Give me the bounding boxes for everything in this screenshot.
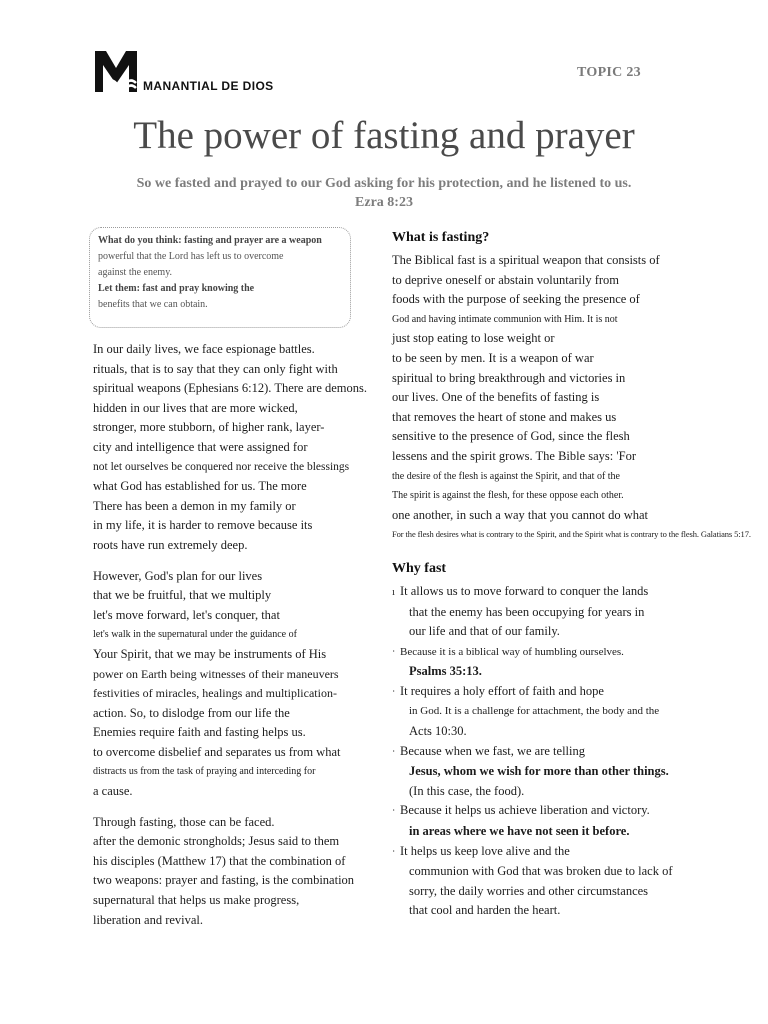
- list-item-cont: Jesus, whom we wish for more than other things.: [409, 764, 669, 779]
- text-line: action. So, to dislodge from our life the: [93, 705, 290, 720]
- text-line: stronger, more stubborn, of higher rank, layer-: [93, 420, 325, 435]
- left-column: [93, 340, 369, 930]
- text-line: to be seen by men. It is a weapon of war: [392, 350, 594, 365]
- why-fast-list: [392, 582, 768, 921]
- text-line: power on Earth being witnesses of their maneuvers: [93, 666, 339, 681]
- brand-logo: [92, 48, 292, 96]
- list-item: ᐧ It requires a holy effort of faith and hope: [392, 682, 768, 703]
- bullet-marker-icon: ı: [392, 585, 396, 598]
- list-item: ı It allows us to move forward to conquer the lands: [392, 582, 768, 603]
- text-line: distracts us from the task of praying and interceding for: [93, 766, 316, 778]
- section-heading-what-is-fasting: What is fasting?: [392, 230, 490, 245]
- callout-line: Let them: fast and pray knowing the: [98, 283, 255, 294]
- list-item-cont: Acts 10:30.: [409, 724, 467, 739]
- what-is-fasting-text: [392, 251, 768, 545]
- text-line: hidden in our lives that are more wicked,: [93, 400, 298, 415]
- text-line: two weapons: prayer and fasting, is the combination: [93, 873, 355, 888]
- text-line: There has been a demon in my family or: [93, 498, 296, 513]
- text-line: his disciples (Matthew 17) that the combination of: [93, 853, 346, 868]
- bullet-marker-icon: ᐧ: [392, 685, 395, 698]
- text-line: our lives. One of the benefits of fasting is: [392, 390, 600, 405]
- bullet-marker-icon: ᐧ: [392, 845, 395, 858]
- paragraph-2: [93, 567, 369, 802]
- text-line: sensitive to the presence of God, since the flesh: [392, 429, 630, 444]
- text-line: a cause.: [93, 784, 133, 799]
- text-line: not let ourselves be conquered nor receive the blessings: [93, 460, 350, 473]
- text-line: let's walk in the supernatural under the guidance of: [93, 629, 297, 641]
- page-title: The power of fasting and prayer: [133, 114, 635, 157]
- text-line: in my life, it is harder to remove because its: [93, 518, 313, 533]
- callout-line: benefits that we can obtain.: [98, 299, 208, 310]
- list-item-cont: in God. It is a challenge for attachment, the body and the: [409, 705, 660, 718]
- text-line: to overcome disbelief and separates us from what: [93, 744, 341, 759]
- text-line: after the demonic strongholds; Jesus said to them: [93, 834, 340, 849]
- text-line: lessens and the spirit grows. The Bible says: 'For: [392, 448, 637, 463]
- quote-text: So we fasted and prayed to our God asking for his protection, and he listened to us.: [136, 176, 632, 191]
- text-line: However, God's plan for our lives: [93, 568, 263, 583]
- text-line: For the flesh desires what is contrary to the Spirit, and the Spirit what is contrary to the flesh. Galatians 5:17.: [392, 529, 751, 540]
- scripture-quote: [60, 174, 708, 212]
- text-line: festivities of miracles, healings and multiplication-: [93, 686, 337, 701]
- text-line: Through fasting, those can be faced.: [93, 814, 275, 829]
- list-item: ᐧ It helps us keep love alive and the: [392, 842, 768, 863]
- list-item: ᐧ Because it helps us achieve liberation and victory.: [392, 801, 768, 822]
- text-line: that we be fruitful, that we multiply: [93, 588, 272, 603]
- text-line: the desire of the flesh is against the Spirit, and that of the: [392, 470, 620, 482]
- section-heading-why-fast: Why fast: [392, 560, 447, 576]
- text-line: spiritual to bring breakthrough and victories in: [392, 370, 626, 385]
- callout-line: What do you think: fasting and prayer are a weapon: [98, 235, 322, 246]
- text-line: In our daily lives, we face espionage battles.: [93, 342, 315, 356]
- text-line: what God has established for us. The more: [93, 479, 307, 494]
- list-item-cont: communion with God that was broken due to lack of: [409, 864, 673, 879]
- list-item-cont: Psalms 35:13.: [409, 664, 482, 679]
- manantial-m-icon: [92, 48, 140, 94]
- list-item-cont: (In this case, the food).: [409, 783, 525, 798]
- text-line: liberation and revival.: [93, 912, 204, 927]
- callout-line: powerful that the Lord has left us to overcome: [98, 251, 284, 262]
- bullet-marker-icon: ᐧ: [392, 645, 395, 658]
- bullet-marker-icon: ᐧ: [392, 745, 395, 758]
- list-item-cont: that cool and harden the heart.: [409, 903, 561, 918]
- list-item-cont: sorry, the daily worries and other circumstances: [409, 883, 649, 898]
- text-line: foods with the purpose of seeking the presence of: [392, 292, 640, 307]
- text-line: city and intelligence that were assigned for: [93, 439, 308, 454]
- brand-name: MANANTIAL DE DIOS: [143, 79, 274, 93]
- text-line: to deprive oneself or abstain voluntarily from: [392, 272, 620, 287]
- list-item-cont: our life and that of our family.: [409, 624, 560, 639]
- text-line: just stop eating to lose weight or: [392, 331, 555, 346]
- text-line: supernatural that helps us make progress,: [93, 893, 300, 908]
- text-line: Your Spirit, that we may be instruments of His: [93, 646, 327, 661]
- text-line: God and having intimate communion with Him. It is not: [392, 313, 618, 325]
- text-line: The spirit is against the flesh, for these oppose each other.: [392, 490, 624, 502]
- text-line: rituals, that is to say that they can only fight with: [93, 361, 338, 376]
- paragraph-3: [93, 813, 369, 931]
- text-line: let's move forward, let's conquer, that: [93, 607, 280, 622]
- reflection-box: [89, 227, 351, 328]
- text-line: roots have run extremely deep.: [93, 537, 248, 552]
- list-item: ᐧ Because when we fast, we are telling: [392, 742, 768, 763]
- quote-reference: Ezra 8:23: [355, 195, 413, 210]
- list-item: ᐧ Because it is a biblical way of humbling ourselves.: [392, 642, 768, 663]
- text-line: that removes the heart of stone and makes us: [392, 409, 617, 424]
- bullet-marker-icon: ᐧ: [392, 805, 395, 818]
- callout-line: against the enemy.: [98, 267, 173, 278]
- text-line: spiritual weapons (Ephesians 6:12). There are demons.: [93, 381, 367, 396]
- paragraph-1: [93, 340, 369, 556]
- topic-label: TOPIC 23: [577, 65, 641, 80]
- text-line: Enemies require faith and fasting helps us.: [93, 725, 306, 740]
- list-item-cont: in areas where we have not seen it before.: [409, 824, 630, 839]
- right-column: [392, 228, 768, 921]
- text-line: one another, in such a way that you cannot do what: [392, 507, 649, 522]
- list-item-cont: that the enemy has been occupying for years in: [409, 604, 645, 619]
- text-line: The Biblical fast is a spiritual weapon that consists of: [392, 253, 660, 267]
